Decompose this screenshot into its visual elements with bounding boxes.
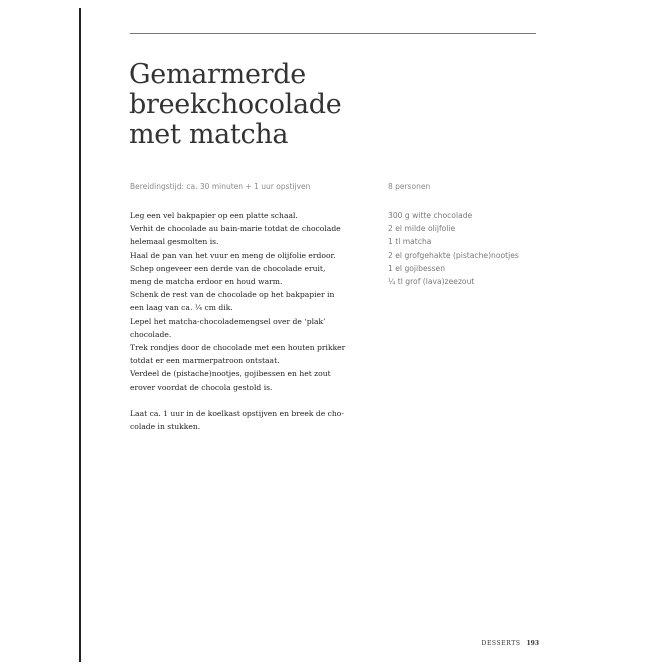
- instruction-line: Laat ca. 1 uur in de koelkast opstijven en breek de cho-: [130, 409, 344, 419]
- page-footer: [482, 640, 539, 647]
- ingredient-item: 1 el gojibessen: [388, 263, 446, 273]
- recipe-title-line: Gemarmerde: [129, 59, 306, 90]
- instruction-line: Schenk de rest van de chocolade op het bakpapier in: [130, 290, 335, 300]
- page-number: 193: [526, 640, 539, 647]
- instruction-line: Schep ongeveer een derde van de chocolade eruit,: [130, 263, 326, 273]
- instruction-line: Trek rondjes door de chocolade met een houten prikker: [130, 343, 346, 353]
- instruction-line: Lepel het matcha-chocolademengsel over de ‘plak’: [130, 316, 326, 326]
- ingredient-item: 2 el milde olijfolie: [388, 224, 456, 234]
- ingredient-item: ¼ tl grof (lava)zeezout: [388, 277, 475, 287]
- recipe-title-line: breekchocolade: [129, 89, 342, 120]
- recipe-title: [129, 60, 341, 150]
- instructions-list: [130, 209, 345, 433]
- ingredient-item: 300 g witte chocolade: [388, 211, 473, 220]
- instruction-line: een laag van ca. ¼ cm dik.: [130, 303, 233, 313]
- recipe-title-line: met matcha: [129, 119, 289, 150]
- instruction-line: Verhit de chocolade au bain-marie totdat de chocolade: [130, 224, 341, 234]
- prep-time: Bereidingstijd: ca. 30 minuten + 1 uur opstijven: [130, 182, 311, 191]
- servings: 8 personen: [388, 182, 431, 191]
- instruction-line: erover voordat de chocola gestold is.: [130, 382, 273, 392]
- page-spine-line: [79, 8, 81, 662]
- footer-section-name: DESSERTS: [481, 640, 521, 647]
- instruction-line: colade in stukken.: [130, 422, 201, 432]
- ingredients-list: [388, 209, 519, 288]
- instruction-line: meng de matcha erdoor en houd warm.: [130, 277, 283, 287]
- top-divider: [130, 33, 536, 34]
- instruction-line: totdat er een marmerpatroon ontstaat.: [130, 356, 280, 366]
- ingredient-item: 1 tl matcha: [388, 237, 432, 247]
- ingredient-item: 2 el grofgehakte (pistache)nootjes: [388, 250, 519, 260]
- instruction-line: chocolade.: [130, 329, 172, 339]
- instruction-line: helemaal gesmolten is.: [130, 237, 219, 247]
- instruction-line: Haal de pan van het vuur en meng de olijfolie erdoor.: [130, 250, 336, 260]
- instruction-line: Leg een vel bakpapier op een platte schaal.: [130, 211, 298, 220]
- instruction-line: Verdeel de (pistache)nootjes, gojibessen en het zout: [130, 369, 331, 379]
